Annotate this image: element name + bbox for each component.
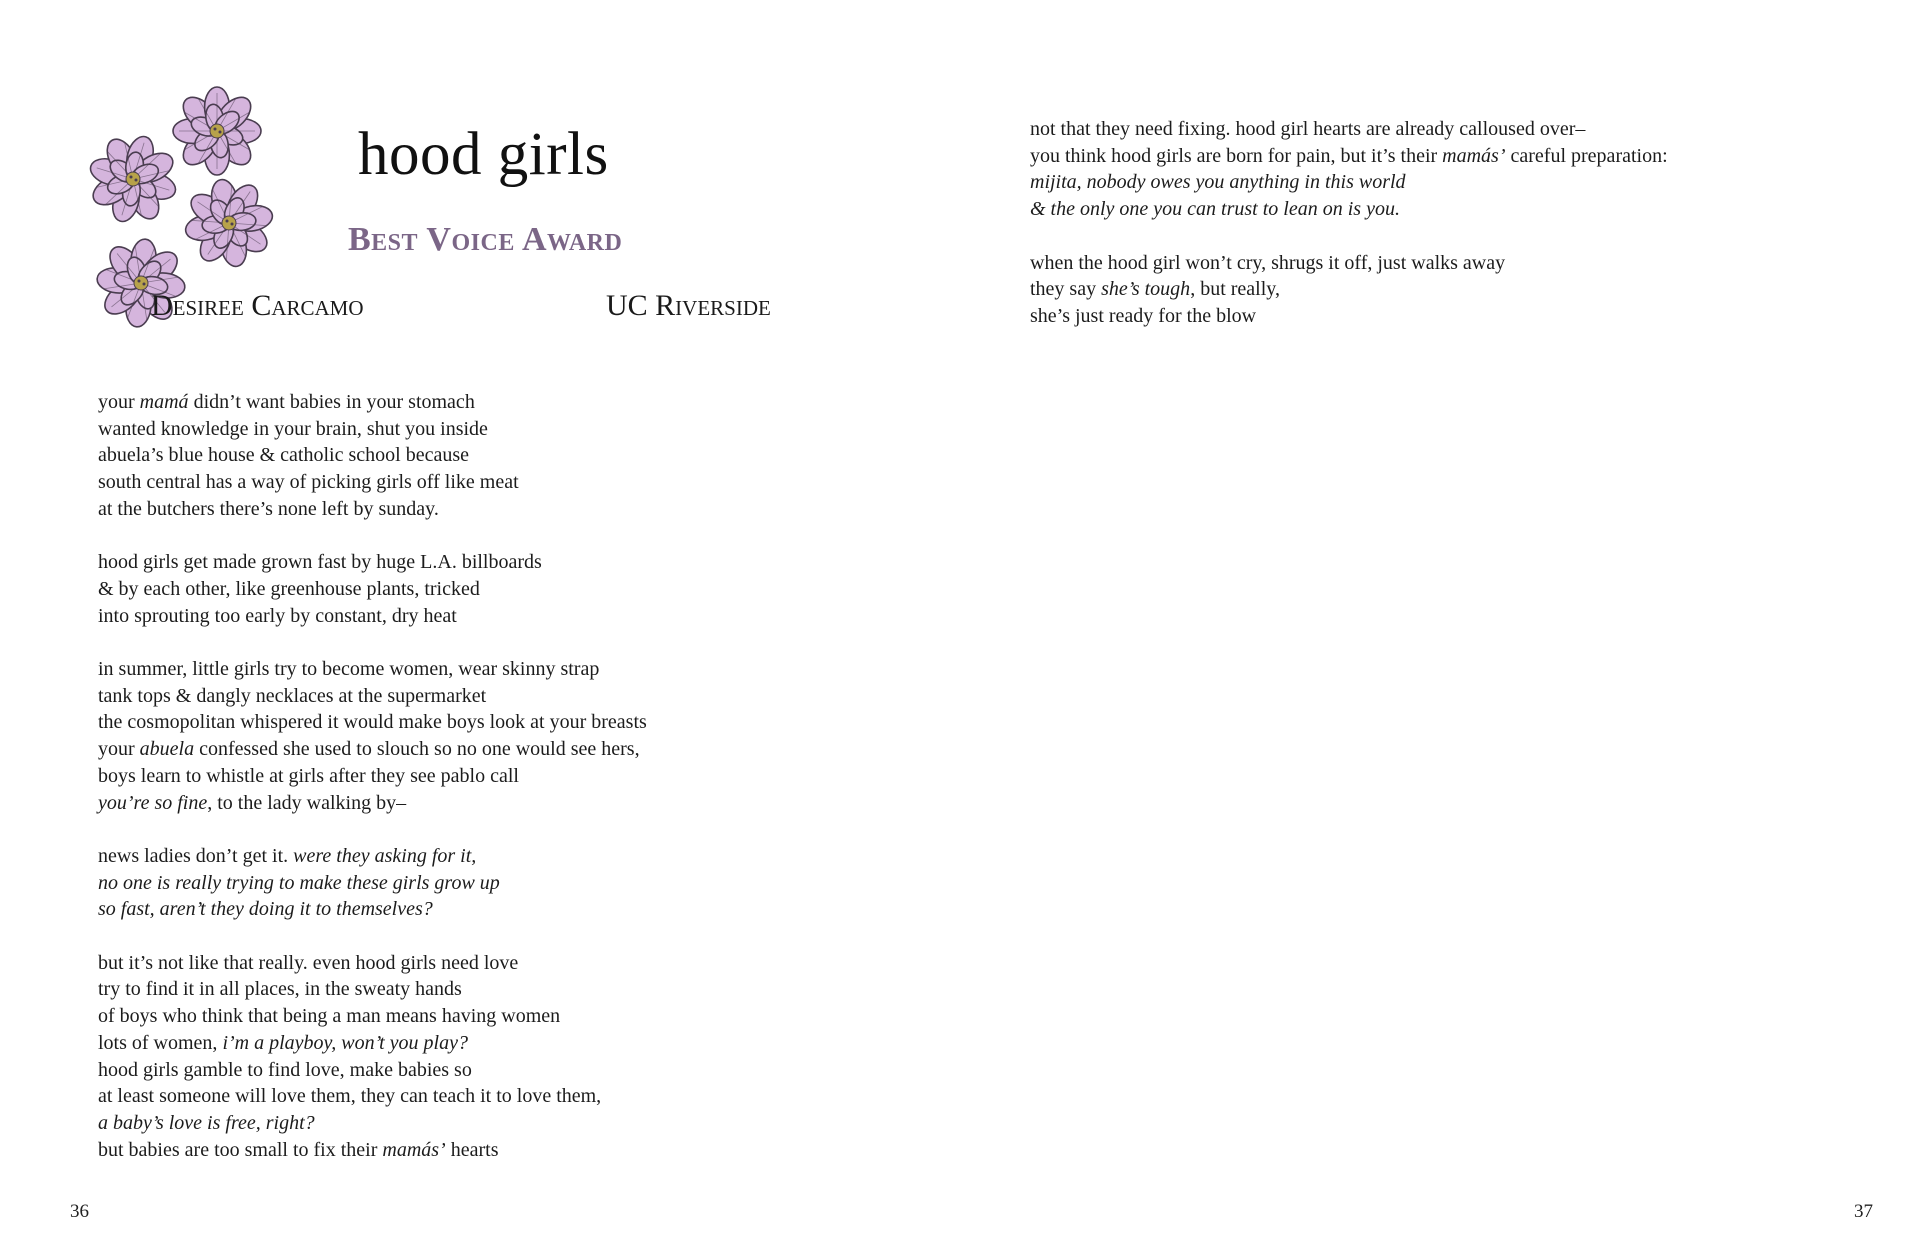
poem-line xyxy=(98,896,738,923)
italic-text: you’re so fine xyxy=(98,791,208,814)
text-segment: try to find it in all places, in the sweaty hands xyxy=(98,978,462,1001)
poem-line xyxy=(98,1137,738,1164)
poem-line xyxy=(1030,116,1850,143)
text-segment: they say xyxy=(1030,278,1102,301)
text-segment: hood girls gamble to find love, make babies so xyxy=(98,1058,472,1081)
poem-line xyxy=(98,683,738,710)
poem-line xyxy=(98,736,738,763)
text-segment: you think hood girls are born for pain, but it’s their xyxy=(1030,144,1443,167)
stanza xyxy=(98,549,738,629)
poem-line xyxy=(98,603,738,630)
stanza xyxy=(98,656,738,816)
text-segment: your xyxy=(98,738,140,761)
italic-text: mamás’ xyxy=(382,1138,446,1161)
poem-line xyxy=(98,976,738,1003)
text-segment: tank tops & dangly necklaces at the supermarket xyxy=(98,684,487,707)
text-segment: south central has a way of picking girls off like meat xyxy=(98,471,519,494)
poem-line xyxy=(98,469,738,496)
text-segment: but babies are too small to fix their xyxy=(98,1138,383,1161)
text-segment: of boys who think that being a man means having women xyxy=(98,1005,561,1028)
poem-line xyxy=(98,870,738,897)
poem-line xyxy=(98,496,738,523)
italic-text: mamá xyxy=(139,391,189,413)
poem-line xyxy=(98,950,738,977)
poem-line xyxy=(1030,250,1850,277)
poem-title: hood girls xyxy=(358,121,609,188)
page-number-left: 36 xyxy=(70,1201,89,1222)
poem-line xyxy=(98,576,738,603)
poem-line xyxy=(1030,196,1850,223)
poem-line xyxy=(1030,143,1850,170)
stanza xyxy=(98,843,738,923)
author-name: Desiree Carcamo xyxy=(151,289,364,322)
text-segment: not that they need fixing. hood girl hearts are already calloused over– xyxy=(1030,118,1586,140)
text-segment: lots of women, xyxy=(98,1031,223,1054)
text-segment: didn’t want babies in your stomach xyxy=(188,391,475,413)
award-label: Best Voice Award xyxy=(348,221,623,258)
text-segment: , to the lady walking by– xyxy=(207,791,407,814)
poem-line xyxy=(98,709,738,736)
text-segment: your xyxy=(98,391,140,413)
text-segment: she’s just ready for the blow xyxy=(1030,304,1257,327)
italic-text: & the only one you can trust to lean on is you. xyxy=(1030,198,1400,221)
text-segment: , but really, xyxy=(1190,278,1280,301)
text-segment: & by each other, like greenhouse plants, tricked xyxy=(98,577,480,600)
poem-line xyxy=(98,843,738,870)
poem-body-left xyxy=(98,389,738,1190)
italic-text: were they asking for it, xyxy=(293,844,477,867)
text-segment: boys learn to whistle at girls after they see pablo call xyxy=(98,764,519,787)
poem-line xyxy=(98,549,738,576)
text-segment: news ladies don’t get it. xyxy=(98,844,294,867)
text-segment: hearts xyxy=(445,1138,499,1161)
flower-icon xyxy=(172,86,262,176)
italic-text: so fast, aren’t they doing it to themselves? xyxy=(98,898,433,921)
poem-line xyxy=(98,763,738,790)
text-segment: when the hood girl won’t cry, shrugs it off, just walks away xyxy=(1030,251,1506,274)
poem-line xyxy=(1030,276,1850,303)
poem-body-right xyxy=(1030,116,1850,356)
flower-icon xyxy=(184,178,274,268)
italic-text: mamás’ xyxy=(1442,144,1506,167)
school-name: UC Riverside xyxy=(606,289,771,322)
poem-line xyxy=(98,1083,738,1110)
italic-text: no one is really trying to make these girls grow up xyxy=(98,871,500,894)
text-segment: abuela’s blue house & catholic school because xyxy=(98,444,469,467)
poem-line xyxy=(98,656,738,683)
poem-line xyxy=(1030,303,1850,330)
italic-text: i’m a playboy, won’t you play? xyxy=(222,1031,468,1054)
text-segment: into sprouting too early by constant, dry heat xyxy=(98,604,457,627)
italic-text: mijita, nobody owes you anything in this world xyxy=(1030,171,1406,194)
poem-line xyxy=(98,416,738,443)
text-segment: but it’s not like that really. even hood girls need love xyxy=(98,951,519,974)
poem-line xyxy=(98,389,738,416)
stanza xyxy=(98,950,738,1164)
text-segment: hood girls get made grown fast by huge L.A. billboards xyxy=(98,551,542,574)
poem-line xyxy=(98,1110,738,1137)
text-segment: at the butchers there’s none left by sunday. xyxy=(98,497,439,520)
poem-line xyxy=(1030,169,1850,196)
poem-line xyxy=(98,790,738,817)
page-number-right: 37 xyxy=(1854,1201,1873,1222)
italic-text: a baby’s love is free, right? xyxy=(98,1111,315,1134)
poem-line xyxy=(98,1057,738,1084)
text-segment: in summer, little girls try to become women, wear skinny strap xyxy=(98,658,600,680)
poem-line xyxy=(98,1003,738,1030)
text-segment: the cosmopolitan whispered it would make boys look at your breasts xyxy=(98,711,647,734)
text-segment: at least someone will love them, they can teach it to love them, xyxy=(98,1085,602,1108)
poem-line xyxy=(98,1030,738,1057)
stanza xyxy=(1030,116,1850,223)
stanza xyxy=(1030,250,1850,330)
italic-text: abuela xyxy=(139,738,195,761)
poem-line xyxy=(98,442,738,469)
stanza xyxy=(98,389,738,523)
flower-icon xyxy=(88,134,178,224)
italic-text: she’s tough xyxy=(1101,278,1191,301)
text-segment: careful preparation: xyxy=(1505,144,1668,167)
text-segment: wanted knowledge in your brain, shut you inside xyxy=(98,417,488,440)
text-segment: confessed she used to slouch so no one would see hers, xyxy=(194,738,640,761)
